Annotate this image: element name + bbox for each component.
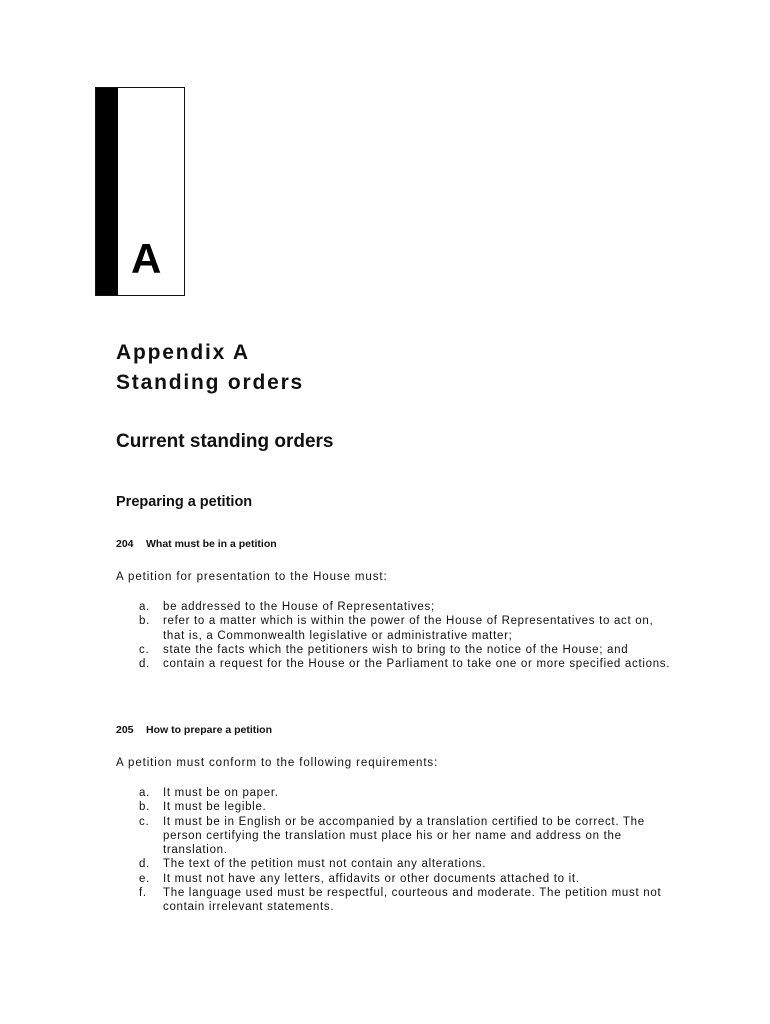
tab-black-bar — [96, 88, 118, 295]
order-204-list — [116, 600, 676, 671]
list-marker: d. — [139, 658, 150, 671]
list-item — [116, 857, 676, 871]
order-205-heading — [116, 723, 272, 737]
list-marker: f. — [139, 887, 147, 900]
appendix-title-line1: Appendix A — [116, 341, 250, 364]
list-item-text: contain a request for the House or the Parliament to take one or more specified actions. — [163, 658, 671, 671]
order-heading-text: How to prepare a petition — [146, 724, 273, 736]
order-205-list — [116, 786, 676, 915]
list-item-text: It must not have any letters, affidavits or other documents attached to it. — [163, 872, 580, 885]
subsection-title: Preparing a petition — [116, 494, 253, 510]
section-title: Current standing orders — [116, 431, 334, 452]
appendix-title-line2: Standing orders — [116, 371, 305, 394]
order-number: 205 — [116, 724, 134, 736]
list-marker: d. — [139, 858, 150, 871]
list-item-text: It must be in English or be accompanied by a translation certified to be correct. The person certifying the translation must place his or her name and address on the translation. — [163, 815, 645, 857]
list-marker: e. — [139, 872, 150, 885]
list-item-text: The language used must be respectful, courteous and moderate. The petition must not contain irrelevant statements. — [163, 887, 662, 914]
appendix-tab-marker — [95, 87, 185, 296]
order-204-intro: A petition for presentation to the House must: — [116, 571, 388, 583]
list-item — [116, 872, 676, 886]
list-item-text: be addressed to the House of Representatives; — [163, 601, 435, 613]
list-marker: b. — [139, 801, 150, 814]
list-marker: a. — [139, 601, 150, 613]
tab-letter: A — [131, 235, 162, 282]
list-item-text: refer to a matter which is within the power of the House of Representatives to act on, that is, a Commonwealth legislative or administrative matter; — [163, 615, 654, 642]
appendix-title — [116, 338, 304, 398]
list-marker: a. — [139, 787, 150, 799]
list-item — [116, 786, 676, 800]
list-item — [116, 657, 676, 671]
list-marker: b. — [139, 615, 150, 628]
order-205-intro: A petition must conform to the following requirements: — [116, 757, 439, 769]
list-marker: c. — [139, 643, 150, 656]
list-item-text: state the facts which the petitioners wish to bring to the notice of the House; and — [163, 643, 629, 656]
list-item — [116, 614, 676, 643]
list-item-text: The text of the petition must not contain any alterations. — [163, 858, 487, 871]
list-item — [116, 800, 676, 814]
list-item — [116, 600, 676, 614]
list-item — [116, 815, 676, 858]
order-heading-text: What must be in a petition — [146, 538, 277, 550]
order-204-heading — [116, 537, 277, 551]
order-number: 204 — [116, 538, 134, 550]
list-marker: c. — [139, 815, 150, 828]
list-item-text: It must be on paper. — [163, 787, 279, 799]
list-item-text: It must be legible. — [163, 801, 267, 814]
list-item — [116, 886, 676, 915]
list-item — [116, 643, 676, 657]
